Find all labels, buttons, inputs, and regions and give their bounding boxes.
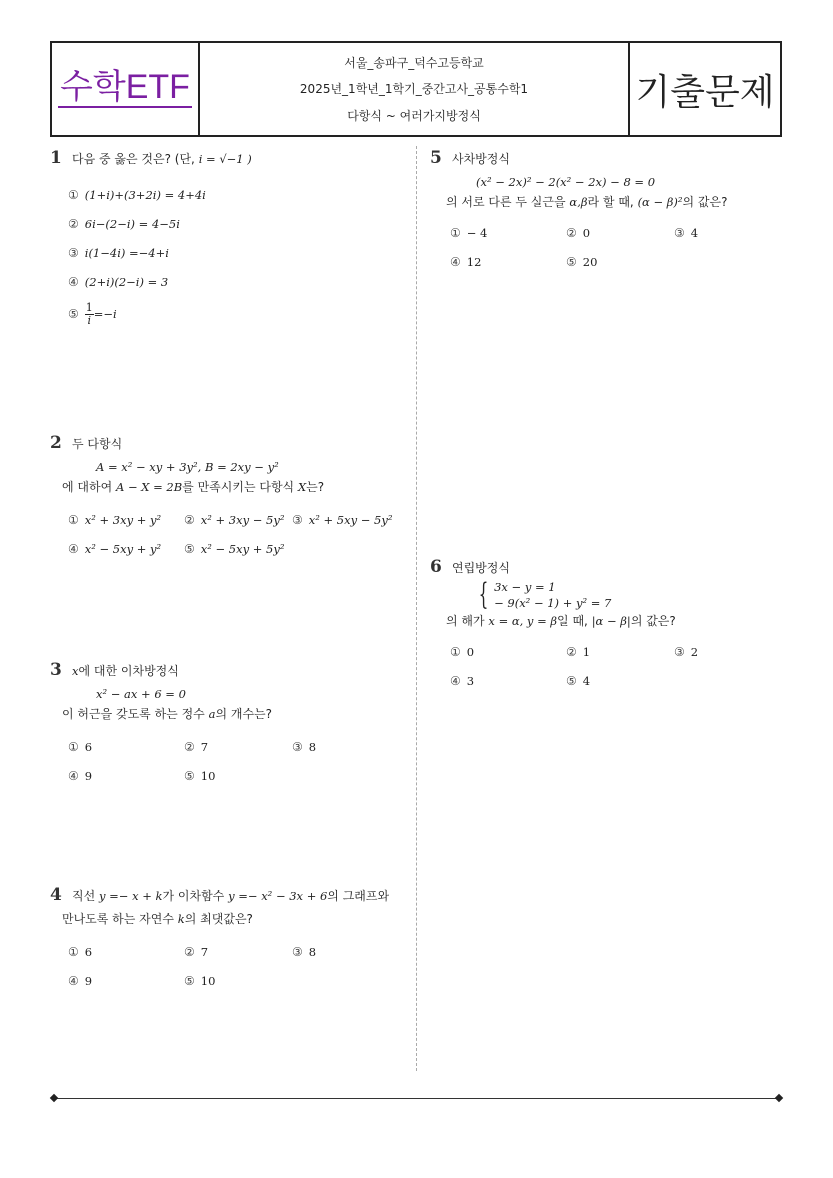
choice-1[interactable]: ① − 4 <box>450 225 488 240</box>
choice-3[interactable]: ③ 2 <box>674 644 699 659</box>
choice-3[interactable]: ③ 8 <box>292 739 317 754</box>
choice-3[interactable]: ③ 8 <box>292 944 317 959</box>
question-5: 5 사차방정식 (x² − 2x)² − 2(x² − 2x) − 8 = 0 의 서로 다른 두 실근을 α,β라 할 때, (α − β)²의 값은? ① − 4 ② 0 ③ 4 ④ 12 ⑤ 20 <box>430 148 790 276</box>
question-number: 2 <box>50 433 62 453</box>
choice-2[interactable]: ② 7 <box>184 944 209 959</box>
choice-5[interactable]: ⑤ x² − 5xy + 5y² <box>184 541 285 556</box>
choice-1[interactable]: ① 6 <box>68 944 93 959</box>
question-number: 5 <box>430 148 442 168</box>
logo: 수학ETF <box>58 70 192 109</box>
choice-4[interactable]: ④ (2+i)(2−i) = 3 <box>68 274 169 289</box>
choice-5[interactable]: ⑤ 10 <box>184 973 216 988</box>
equation: A = x² − xy + 3y², B = 2xy − y² <box>96 460 279 474</box>
exam-info <box>200 43 630 135</box>
choice-4[interactable]: ④ 12 <box>450 254 482 269</box>
choice-1[interactable]: ① (1+i)+(3+2i) = 4+4i <box>68 187 206 202</box>
question-6: 6 연립방정식 { 3x − y = 1 − 9(x² − 1) + y² = 7 의 해가 x = α, y = β일 때, |α − β|의 값은? ① 0 ② 1 ③ 2 ④ 3 ⑤ 4 <box>430 557 699 688</box>
question-condition: i = √−1 ) <box>198 152 252 166</box>
brace-symbol: { <box>478 577 489 612</box>
choice-3[interactable]: ③ x² + 5xy − 5y² <box>292 512 393 527</box>
question-number: 1 <box>50 148 62 168</box>
choice-5[interactable]: ⑤ $\frac{1}{i}$ =−i <box>68 300 117 327</box>
question-text: 두 다항식 <box>72 437 123 451</box>
footer-diamond-right <box>775 1094 783 1102</box>
exam-header <box>50 41 782 137</box>
choice-2[interactable]: ② 0 <box>566 225 591 240</box>
fraction: $\frac{1}{i}$ <box>85 300 93 327</box>
question-number: 3 <box>50 660 62 680</box>
choice-1[interactable]: ① 6 <box>68 739 93 754</box>
choice-4[interactable]: ④ 9 <box>68 768 93 783</box>
logo-cell <box>52 43 200 135</box>
choice-4[interactable]: ④ 3 <box>450 673 475 688</box>
equation-system: { 3x − y = 1 − 9(x² − 1) + y² = 7 <box>478 577 612 612</box>
choice-2[interactable]: ② 7 <box>184 739 209 754</box>
question-2: 2 두 다항식 A = x² − xy + 3y², B = 2xy − y² 에 대하여 A − X = 2B를 만족시키는 다항식 X는? ① x² + 3xy + y² ② x² + 3xy − 5y² ③ x² + 5xy − 5y² ④ x² − 5xy + y² ⑤ x² − 5xy + 5y² <box>50 433 410 563</box>
footer-diamond-left <box>50 1094 58 1102</box>
choice-5[interactable]: ⑤ 10 <box>184 768 216 783</box>
choice-2[interactable]: ② x² + 3xy − 5y² <box>184 512 285 527</box>
question-text: 연립방정식 <box>452 561 510 575</box>
question-3: 3 x 에 대한 이차방정식 x² − ax + 6 = 0 이 허근을 갖도록 하는 정수 a의 개수는? ① 6 ② 7 ③ 8 ④ 9 ⑤ 10 <box>50 660 410 790</box>
choice-3[interactable]: ③ 4 <box>674 225 699 240</box>
question-number: 4 <box>50 885 62 905</box>
column-divider <box>416 146 417 1071</box>
question-1 <box>50 148 410 332</box>
page-title: 기출문제 <box>635 71 775 113</box>
choice-4[interactable]: ④ x² − 5xy + y² <box>68 541 162 556</box>
choice-2[interactable]: ② 6i−(2−i) = 4−5i <box>68 216 180 231</box>
question-text: 사차방정식 <box>452 152 510 166</box>
question-text: 에 대한 이차방정식 <box>78 664 179 678</box>
question-text: 다음 중 옳은 것은? (단, <box>72 152 195 166</box>
choice-1[interactable]: ① x² + 3xy + y² <box>68 512 162 527</box>
footer-line <box>54 1098 780 1099</box>
choice-1[interactable]: ① 0 <box>450 644 475 659</box>
choice-5[interactable]: ⑤ 4 <box>566 673 591 688</box>
exam-range: 다항식 ~ 여러가지방정식 <box>347 109 481 124</box>
question-number: 6 <box>430 557 442 577</box>
choice-3[interactable]: ③ i(1−4i) =−4+i <box>68 245 169 260</box>
choice-4[interactable]: ④ 9 <box>68 973 93 988</box>
school-name: 서울_송파구_덕수고등학교 <box>344 55 484 70</box>
choice-5[interactable]: ⑤ 20 <box>566 254 598 269</box>
question-4: 4 직선 y =− x + k 가 이차함수 y =− x² − 3x + 6 의 그래프와 만나도록 하는 자연수 k의 최댓값은? ① 6 ② 7 ③ 8 ④ 9 ⑤ 10 <box>50 885 390 988</box>
equation: x² − ax + 6 = 0 <box>96 687 186 701</box>
exam-name: 2025년_1학년_1학기_중간고사_공통수학1 <box>299 82 529 97</box>
equation: (x² − 2x)² − 2(x² − 2x) − 8 = 0 <box>476 175 656 189</box>
choice-2[interactable]: ② 1 <box>566 644 591 659</box>
